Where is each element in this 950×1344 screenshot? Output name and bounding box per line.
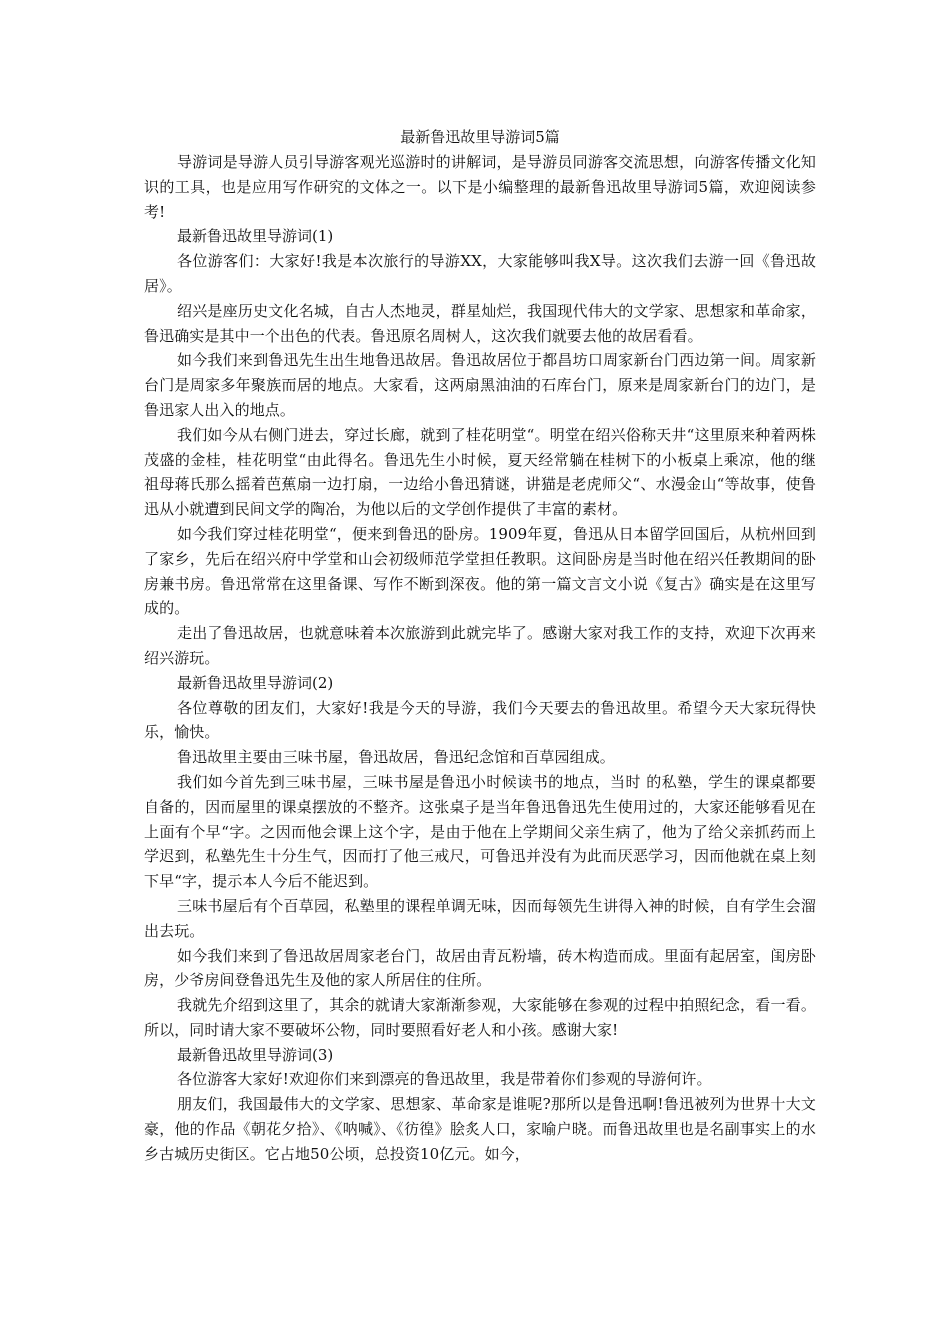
paragraph: 各位游客们：大家好!我是本次旅行的导游XX，大家能够叫我X导。这次我们去游一回《鲁迅故居》。 — [144, 252, 816, 295]
paragraph: 各位游客大家好!欢迎你们来到漂亮的鲁迅故里，我是带着你们参观的导游何许。 — [177, 1070, 712, 1089]
paragraph: 如今我们穿过桂花明堂“，便来到鲁迅的卧房。1909年夏，鲁迅从日本留学回国后，从杭州回到了家乡，先后在绍兴府中学堂和山会初级师范学堂担任教职。这间卧房是当时他在绍兴任教期间的卧房兼书房。鲁迅常常在这里备课、写作不断到深夜。他的第一篇文言文小说《复古》确实是在这里写成的。 — [144, 524, 816, 618]
paragraph: 如今我们来到了鲁迅故居周家老台门，故居由青瓦粉墙，砖木构造而成。里面有起居室，闺房卧房，少爷房间登鲁迅先生及他的家人所居住的住所。 — [144, 946, 816, 990]
paragraph: 我们如今首先到三味书屋，三味书屋是鲁迅小时候读书的地点，当时 的私塾，学生的课桌都要自备的，因而屋里的课桌摆放的不整齐。这张桌子是当年鲁迅鲁迅先生使用过的，大家还能够看见在上面有个早“字。之因而他会课上这个字，是由于他在上学期间父亲生病了，他为了给父亲抓药而上学迟到，私塾先生十分生气，因而打了他三戒尺，可鲁迅并没有为此而厌恶学习，因而他就在桌上刻下早“字，提示本人今后不能迟到。 — [144, 772, 816, 891]
paragraph: 各位尊敬的团友们，大家好!我是今天的导游，我们今天要去的鲁迅故里。希望今天大家玩得快乐，愉快。 — [144, 698, 816, 742]
paragraph: 走出了鲁迅故居，也就意味着本次旅游到此就完毕了。感谢大家对我工作的支持，欢迎下次再来绍兴游玩。 — [144, 624, 816, 667]
paragraph: 如今我们来到鲁迅先生出生地鲁迅故居。鲁迅故居位于都昌坊口周家新台门西边第一间。周家新台门是周家多年聚族而居的地点。大家看，这两扇黑油油的石库台门，原来是周家新台门的边门，是鲁迅家人出入的地点。 — [144, 351, 816, 419]
paragraph: 鲁迅故里主要由三味书屋，鲁迅故居，鲁迅纪念馆和百草园组成。 — [177, 748, 615, 767]
intro-paragraph: 导游词是导游人员引导游客观光巡游时的讲解词，是导游员同游客交流思想，向游客传播文化知识的工具，也是应用写作研究的文体之一。以下是小编整理的最新鲁迅故里导游词5篇，欢迎阅读参考! — [144, 153, 816, 221]
paragraph: 绍兴是座历史文化名城，自古人杰地灵，群星灿烂，我国现代伟大的文学家、思想家和革命家，鲁迅确实是其中一个出色的代表。鲁迅原名周树人，这次我们就要去他的故居看看。 — [144, 301, 816, 345]
paragraph: 三味书屋后有个百草园，私塾里的课程单调无味，因而每领先生讲得入神的时候，自有学生会溜出去玩。 — [144, 896, 816, 940]
paragraph: 我们如今从右侧门进去，穿过长廊，就到了桂花明堂“。明堂在绍兴俗称天井“这里原来种着两株茂盛的金桂，桂花明堂“由此得名。鲁迅先生小时候，夏天经常躺在桂树下的小板桌上乘凉，他的继祖母蒋氏那么摇着芭蕉扇一边打扇，一边给小鲁迅猜谜，讲猫是老虎师父“、水漫金山“等故事，使鲁迅从小就遭到民间文学的陶冶，为他以后的文学创作提供了丰富的素材。 — [144, 425, 816, 519]
document-page — [144, 124, 816, 1167]
paragraph: 我就先介绍到这里了，其余的就请大家渐渐参观，大家能够在参观的过程中拍照纪念，看一看。所以，同时请大家不要破坏公物，同时要照看好老人和小孩。感谢大家! — [144, 996, 816, 1039]
paragraph: 朋友们，我国最伟大的文学家、思想家、革命家是谁呢?那所以是鲁迅啊!鲁迅被列为世界十大文豪，他的作品《朝花夕拾》、《呐喊》、《彷徨》脍炙人口，家喻户晓。而鲁迅故里也是名副事实上的水乡古城历史街区。它占地50公顷，总投资10亿元。如今， — [144, 1095, 816, 1163]
section-heading-2: 最新鲁迅故里导游词(2) — [177, 673, 334, 692]
section-heading-3: 最新鲁迅故里导游词(3) — [177, 1045, 334, 1064]
section-heading-1: 最新鲁迅故里导游词(1) — [177, 227, 334, 246]
document-title: 最新鲁迅故里导游词5篇 — [400, 128, 560, 146]
